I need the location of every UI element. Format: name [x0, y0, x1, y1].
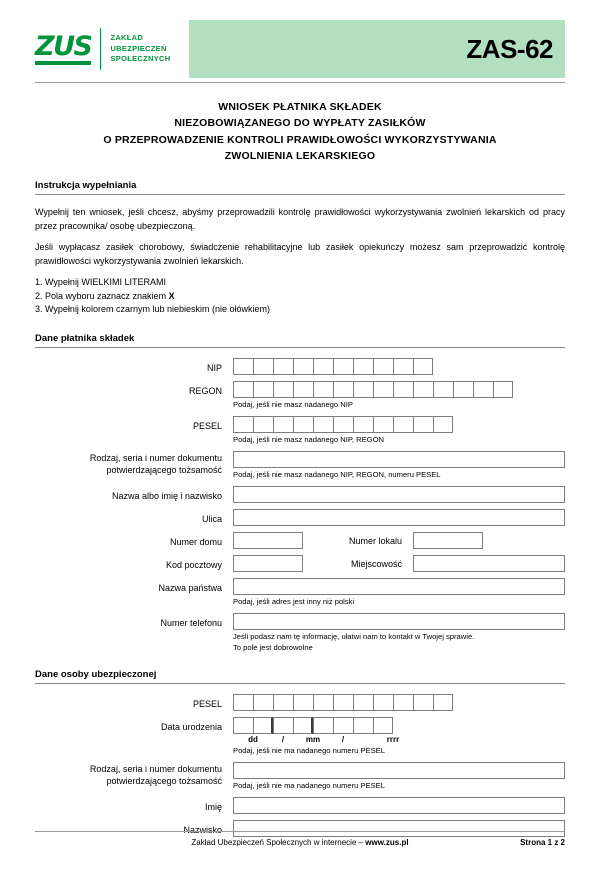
char-box[interactable]	[273, 717, 293, 734]
char-box[interactable]	[393, 416, 413, 433]
char-box[interactable]	[233, 358, 253, 375]
field-row-insured-first-name	[35, 797, 565, 814]
insured-section-heading: Dane osoby ubezpieczonej	[35, 669, 565, 684]
payer-document-input[interactable]	[233, 451, 565, 468]
hint-payer-phone	[233, 631, 565, 653]
hint-payer-regon: Podaj, jeśli nie masz nadanego NIP	[233, 399, 353, 409]
field-row-payer-phone	[35, 613, 565, 653]
label-payer-flat-no: Numer lokalu	[348, 535, 402, 546]
payer-postal-code-input[interactable]	[233, 555, 303, 572]
label-payer-nip: NIP	[206, 362, 222, 373]
char-box[interactable]	[373, 358, 393, 375]
zus-logo-wordmark	[110, 33, 170, 66]
char-box[interactable]	[433, 694, 453, 711]
char-box[interactable]	[233, 381, 253, 398]
hint-payer-phone-line-1: Jeśli podasz nam tę informację, ułatwi nam to kontakt w Twojej sprawie.	[233, 631, 475, 641]
label-insured-document	[35, 762, 233, 787]
label-insured-last-name: Nazwisko	[183, 824, 222, 835]
hint-insured-document: Podaj, jeśli nie ma nadanego numeru PESEL	[233, 780, 385, 790]
payer-fields	[35, 358, 565, 653]
char-box[interactable]	[333, 416, 353, 433]
payer-street-input[interactable]	[233, 509, 565, 526]
label-payer-city: Miejscowość	[350, 558, 402, 569]
page-footer	[35, 831, 565, 847]
label-insured-document-line-1: Rodzaj, seria i numer dokumentu	[89, 763, 222, 774]
instruction-step-1: 1. Wypełnij WIELKIMI LITERAMI	[35, 277, 166, 288]
field-row-payer-country	[35, 578, 565, 607]
instruction-step-2-text: 2. Pola wyboru zaznacz znakiem	[35, 290, 169, 301]
zus-logo-mark: ZUS	[35, 33, 91, 65]
label-payer-document-line-2: potwierdzającego tożsamość	[106, 464, 222, 475]
hint-payer-phone-line-2: To pole jest dobrowolne	[233, 642, 313, 652]
insured-pesel-input[interactable]	[233, 694, 565, 711]
label-payer-phone: Numer telefonu	[160, 617, 222, 628]
label-payer-postal-code: Kod pocztowy	[165, 559, 222, 570]
payer-phone-input[interactable]	[233, 613, 565, 630]
header-divider	[35, 82, 565, 83]
char-box[interactable]	[353, 358, 373, 375]
char-box[interactable]	[493, 381, 513, 398]
field-row-payer-street	[35, 509, 565, 526]
instructions-heading: Instrukcja wypełniania	[35, 180, 565, 195]
char-box[interactable]	[333, 358, 353, 375]
instruction-step-3: 3. Wypełnij kolorem czarnym lub niebieskim (nie ołówkiem)	[35, 304, 270, 315]
char-box[interactable]	[373, 416, 393, 433]
char-box[interactable]	[273, 694, 293, 711]
char-box[interactable]	[293, 416, 313, 433]
payer-regon-input[interactable]	[233, 381, 565, 398]
char-box[interactable]	[313, 381, 333, 398]
char-box[interactable]	[313, 694, 333, 711]
char-box[interactable]	[353, 416, 373, 433]
field-row-payer-nip	[35, 358, 565, 375]
label-payer-document-line-1: Rodzaj, seria i numer dokumentu	[89, 452, 222, 463]
payer-pesel-input[interactable]	[233, 416, 565, 433]
birth-date-legend	[233, 735, 565, 744]
char-box[interactable]	[293, 381, 313, 398]
footer-content	[35, 838, 565, 847]
char-box[interactable]	[353, 694, 373, 711]
char-box[interactable]	[333, 717, 353, 734]
zus-logo	[35, 20, 189, 78]
checkbox-mark-x: X	[168, 290, 175, 301]
field-row-payer-name	[35, 486, 565, 503]
birth-date-legend-mm: mm	[305, 734, 321, 744]
char-box[interactable]	[273, 381, 293, 398]
zus-word-line-1: ZAKŁAD	[110, 32, 144, 42]
char-box[interactable]	[273, 358, 293, 375]
char-box[interactable]	[393, 694, 413, 711]
char-box[interactable]	[233, 694, 253, 711]
page-title	[35, 99, 565, 164]
hint-payer-document: Podaj, jeśli nie masz nadanego NIP, REGON, numeru PESEL	[233, 469, 441, 479]
instructions-paragraph-1: Wypełnij ten wniosek, jeśli chcesz, abyśmy przeprowadzili kontrolę prawidłowości wykorzystywania zwolnień lekarskich od pracy przez pracownika/ osobę ubezpieczoną.	[35, 207, 565, 231]
label-payer-pesel: PESEL	[192, 420, 222, 431]
char-box[interactable]	[373, 717, 393, 734]
payer-nip-input[interactable]	[233, 358, 565, 375]
instruction-step-2	[35, 290, 565, 304]
form-code: ZAS-62	[466, 33, 553, 64]
zus-word-line-3: SPOŁECZNYCH	[110, 54, 171, 64]
label-insured-pesel: PESEL	[192, 698, 222, 709]
char-box[interactable]	[413, 358, 433, 375]
label-payer-regon: REGON	[188, 385, 222, 396]
char-box[interactable]	[233, 416, 253, 433]
field-row-insured-birth-date	[35, 717, 565, 756]
field-row-insured-pesel	[35, 694, 565, 711]
label-insured-birth-date: Data urodzenia	[160, 721, 222, 732]
char-box[interactable]	[273, 416, 293, 433]
payer-flat-no-input[interactable]	[413, 532, 483, 549]
label-payer-house-no: Numer domu	[169, 536, 222, 547]
page-number: Strona 1 z 2	[520, 838, 565, 847]
label-payer-name: Nazwa albo imię i nazwisko	[111, 490, 222, 501]
title-line-1: WNIOSEK PŁATNIKA SKŁADEK	[218, 101, 382, 113]
char-box[interactable]	[373, 381, 393, 398]
title-line-3: O PRZEPROWADZENIE KONTROLI PRAWIDŁOWOŚCI WYKORZYSTYWANIA	[103, 133, 497, 146]
label-payer-country: Nazwa państwa	[158, 582, 222, 593]
instructions-paragraph-2: Jeśli wypłacasz zasiłek chorobowy, świadczenie rehabilitacyjne lub zasiłek opiekuńczy możesz sam przeprowadzić kontrolę prawidłowości wykorzystywania zwolnień lekarskich.	[35, 242, 565, 266]
insured-document-input[interactable]	[233, 762, 565, 779]
char-box[interactable]	[413, 416, 433, 433]
char-box[interactable]	[433, 416, 453, 433]
char-box[interactable]	[253, 694, 273, 711]
char-box[interactable]	[313, 717, 333, 734]
char-box[interactable]	[253, 381, 273, 398]
payer-house-no-input[interactable]	[233, 532, 303, 549]
field-row-payer-pesel	[35, 416, 565, 445]
footer-url[interactable]: www.zus.pl	[365, 838, 409, 847]
zus-word-line-2: UBEZPIECZEŃ	[110, 43, 167, 53]
hint-payer-pesel: Podaj, jeśli nie masz nadanego NIP, REGON	[233, 434, 384, 444]
label-payer-document	[35, 451, 233, 476]
field-row-insured-document	[35, 762, 565, 791]
char-box[interactable]	[473, 381, 493, 398]
char-box[interactable]	[333, 694, 353, 711]
char-box[interactable]	[373, 694, 393, 711]
footer-text: Zakład Ubezpieczeń Społecznych w internecie –	[191, 838, 366, 847]
char-box[interactable]	[253, 717, 273, 734]
char-box[interactable]	[293, 358, 313, 375]
insured-fields	[35, 694, 565, 837]
char-box[interactable]	[353, 381, 373, 398]
birth-date-legend-sep-2: /	[341, 734, 345, 744]
title-line-4: ZWOLNIENIA LEKARSKIEGO	[224, 149, 376, 162]
char-box[interactable]	[453, 381, 473, 398]
char-box[interactable]	[413, 381, 433, 398]
char-box[interactable]	[433, 381, 453, 398]
field-row-payer-document	[35, 451, 565, 480]
char-box[interactable]	[333, 381, 353, 398]
title-line-2: NIEZOBOWIĄZANEGO DO WYPŁATY ZASIŁKÓW	[174, 117, 426, 130]
footer-divider	[35, 831, 565, 832]
insured-birth-date-input[interactable]	[233, 717, 565, 734]
char-box[interactable]	[353, 717, 373, 734]
hint-payer-country: Podaj, jeśli adres jest inny niż polski	[233, 596, 355, 606]
char-box[interactable]	[413, 694, 433, 711]
instructions-body	[35, 206, 565, 317]
payer-city-input[interactable]	[413, 555, 565, 572]
char-box[interactable]	[393, 381, 413, 398]
payer-name-input[interactable]	[233, 486, 565, 503]
char-box[interactable]	[293, 717, 313, 734]
char-box[interactable]	[253, 416, 273, 433]
label-insured-document-line-2: potwierdzającego tożsamość	[106, 775, 222, 786]
char-box[interactable]	[233, 717, 253, 734]
birth-date-legend-dd: dd	[248, 734, 258, 744]
payer-section-heading: Dane płatnika składek	[35, 333, 565, 348]
char-box[interactable]	[253, 358, 273, 375]
logo-divider	[100, 28, 101, 70]
char-box[interactable]	[293, 694, 313, 711]
hint-insured-birth-date: Podaj, jeśli nie ma nadanego numeru PESEL	[233, 745, 385, 755]
field-row-payer-house-flat	[35, 532, 565, 549]
char-box[interactable]	[313, 416, 333, 433]
insured-first-name-input[interactable]	[233, 797, 565, 814]
char-box[interactable]	[313, 358, 333, 375]
field-row-payer-regon	[35, 381, 565, 410]
birth-date-legend-rrrr: rrrr	[386, 734, 400, 744]
instructions-steps	[35, 276, 565, 317]
form-page	[0, 20, 600, 869]
form-code-band	[189, 20, 565, 78]
birth-date-legend-sep-1: /	[281, 734, 285, 744]
char-box[interactable]	[393, 358, 413, 375]
field-row-payer-postal-city	[35, 555, 565, 572]
label-payer-street: Ulica	[201, 513, 222, 524]
label-insured-first-name: Imię	[204, 801, 222, 812]
page-header	[35, 20, 565, 78]
payer-country-input[interactable]	[233, 578, 565, 595]
